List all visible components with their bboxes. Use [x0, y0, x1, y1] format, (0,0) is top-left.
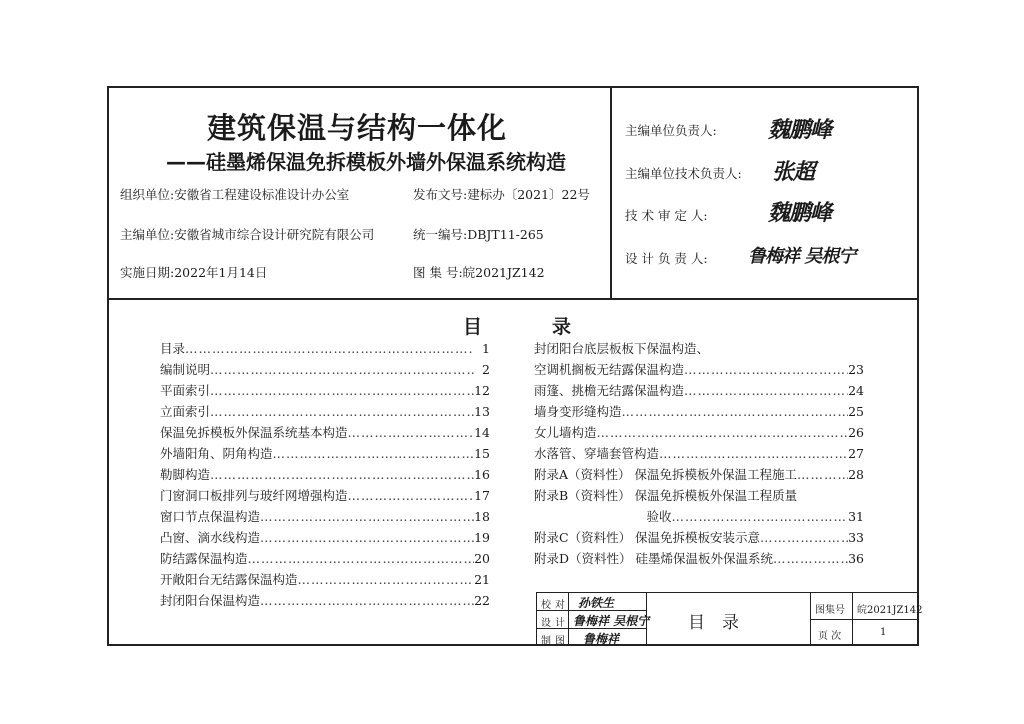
title-block-col-line — [810, 592, 811, 646]
page-value: 1 — [880, 627, 887, 638]
toc-entry-label: 外墙阳角、阴角构造 — [160, 446, 273, 461]
signature-reviewer: 魏鹏峰 — [768, 200, 832, 226]
toc-entry-page: 14 — [474, 425, 490, 440]
toc-entry-page: 33 — [848, 530, 864, 545]
toc-leader-dots — [273, 443, 474, 464]
draw-signature: 鲁梅祥 — [583, 632, 620, 646]
toc-entry-page: 36 — [848, 551, 864, 566]
toc-leader-dots — [348, 422, 474, 443]
toc-entry[interactable] — [534, 401, 864, 422]
toc-leader-dots — [298, 569, 474, 590]
document-subtitle: ——硅墨烯保温免拆模板外墙外保温系统构造 — [166, 150, 566, 174]
toc-entry-page: 22 — [474, 593, 490, 608]
toc-title: 目录 — [463, 316, 642, 338]
toc-entry-label: 附录C（资料性） 保温免拆模板安装示意 — [534, 530, 761, 545]
toc-entry-label: 水落管、穿墙套管构造 — [534, 446, 660, 461]
toc-entry-label: 封闭阳台保温构造 — [160, 593, 261, 608]
toc-entry-label: 门窗洞口板排列与玻纤网增强构造 — [160, 488, 348, 503]
toc-entry[interactable] — [160, 506, 490, 527]
toc-leader-dots — [797, 464, 848, 485]
role-label-tech-head: 主编单位技术负责人: — [625, 166, 742, 181]
toc-leader-dots — [622, 401, 848, 422]
header-divider — [107, 298, 919, 300]
toc-entry-label: 编制说明 — [160, 362, 211, 377]
toc-entry-page: 24 — [848, 383, 864, 398]
toc-entry-page: 18 — [474, 509, 490, 524]
toc-entry[interactable] — [534, 527, 864, 548]
unified-number: 统一编号:DBJT11-265 — [413, 227, 544, 242]
toc-entry-label: 窗口节点保温构造 — [160, 509, 261, 524]
toc-entry-label: 立面索引 — [160, 404, 211, 419]
toc-entry[interactable] — [534, 422, 864, 443]
toc-entry-page: 17 — [474, 488, 490, 503]
design-label: 设计 — [541, 618, 569, 629]
toc-entry-label: 女儿墙构造 — [534, 425, 597, 440]
toc-entry-label: 墙身变形缝构造 — [534, 404, 622, 419]
toc-entry-page: 26 — [848, 425, 864, 440]
toc-entry[interactable] — [160, 443, 490, 464]
toc-leader-dots — [210, 401, 474, 422]
toc-leader-dots — [210, 464, 474, 485]
toc-leader-dots — [597, 422, 848, 443]
toc-leader-dots — [248, 548, 474, 569]
toc-entry-page: 16 — [474, 467, 490, 482]
title-block-row-line — [810, 619, 919, 620]
toc-entry-page: 1 — [482, 341, 490, 356]
toc-entry[interactable] — [160, 527, 490, 548]
toc-entry-label: 平面索引 — [160, 383, 211, 398]
toc-leader-dots — [348, 485, 474, 506]
toc-entry[interactable] — [160, 590, 490, 611]
check-label: 校对 — [541, 600, 569, 611]
toc-entry[interactable] — [160, 548, 490, 569]
toc-leader-dots — [684, 380, 848, 401]
signature-chief-unit: 魏鹏峰 — [768, 117, 832, 143]
toc-right-column — [534, 338, 864, 569]
toc-entry-label: 凸窗、滴水线构造 — [160, 530, 261, 545]
toc-entry-label: 验收 — [534, 509, 672, 524]
toc-entry[interactable] — [534, 380, 864, 401]
toc-entry-label: 封闭阳台底层板板下保温构造、 — [534, 341, 710, 356]
effective-date: 实施日期:2022年1月14日 — [120, 265, 268, 280]
toc-entry-label: 保温免拆模板外保温系统基本构造 — [160, 425, 348, 440]
toc-entry[interactable] — [534, 464, 864, 485]
toc-entry[interactable] — [160, 401, 490, 422]
org-unit: 组织单位:安徽省工程建设标准设计办公室 — [120, 187, 350, 202]
toc-entry[interactable] — [534, 443, 864, 464]
toc-entry[interactable] — [534, 359, 864, 380]
editor-unit: 主编单位:安徽省城市综合设计研究院有限公司 — [120, 227, 375, 242]
toc-entry-label: 勒脚构造 — [160, 467, 211, 482]
toc-entry[interactable] — [534, 485, 864, 506]
atlas-label: 图集号 — [815, 605, 845, 616]
toc-entry-page: 19 — [474, 530, 490, 545]
doc-number: 发布文号:建标办〔2021〕22号 — [413, 187, 590, 202]
toc-entry-page: 12 — [474, 383, 490, 398]
atlas-value: 皖2021JZ142 — [857, 605, 923, 616]
toc-entry[interactable] — [534, 506, 864, 527]
toc-entry-label: 附录A（资料性） 保温免拆模板外保温工程施工 — [534, 467, 798, 482]
toc-entry-page: 21 — [474, 572, 490, 587]
toc-left-column — [160, 338, 490, 611]
toc-entry[interactable] — [160, 380, 490, 401]
toc-entry[interactable] — [160, 422, 490, 443]
signature-tech-head: 张超 — [772, 159, 815, 185]
role-label-chief-unit: 主编单位负责人: — [625, 123, 717, 138]
page-label: 页 次 — [818, 631, 842, 642]
toc-leader-dots — [672, 506, 848, 527]
toc-entry[interactable] — [160, 569, 490, 590]
toc-leader-dots — [260, 527, 474, 548]
design-signature: 鲁梅祥 吴根宁 — [573, 614, 650, 628]
toc-entry-label: 附录B（资料性） 保温免拆模板外保温工程质量 — [534, 488, 798, 503]
toc-entry-label: 附录D（资料性） 硅墨烯保温板外保温系统 — [534, 551, 773, 566]
check-signature: 孙铁生 — [578, 596, 615, 610]
drawing-name: 目 录 — [688, 613, 739, 633]
toc-entry[interactable] — [534, 548, 864, 569]
toc-leader-dots — [260, 590, 474, 611]
toc-leader-dots — [260, 506, 474, 527]
toc-entry-label: 防结露保温构造 — [160, 551, 248, 566]
toc-entry-page: 13 — [474, 404, 490, 419]
title-block-col-line — [852, 592, 853, 646]
toc-leader-dots — [659, 443, 848, 464]
toc-leader-dots — [684, 359, 848, 380]
toc-entry-page: 23 — [848, 362, 864, 377]
role-label-design-lead: 设 计 负 责 人: — [625, 251, 708, 266]
toc-leader-dots — [210, 380, 474, 401]
toc-entry[interactable] — [534, 338, 864, 359]
header-vertical-divider — [610, 86, 612, 299]
toc-entry-page: 27 — [848, 446, 864, 461]
toc-entry-page: 15 — [474, 446, 490, 461]
toc-entry-page: 31 — [848, 509, 864, 524]
toc-leader-dots — [185, 338, 474, 359]
atlas-number: 图 集 号:皖2021JZ142 — [413, 265, 545, 280]
toc-entry-page: 25 — [848, 404, 864, 419]
toc-entry[interactable] — [160, 485, 490, 506]
toc-entry-label: 开敞阳台无结露保温构造 — [160, 572, 298, 587]
toc-leader-dots — [210, 359, 474, 380]
toc-entry-page: 28 — [848, 467, 864, 482]
toc-leader-dots — [760, 527, 848, 548]
toc-leader-dots — [773, 548, 848, 569]
toc-entry-label: 雨篷、挑檐无结露保温构造 — [534, 383, 685, 398]
draw-label: 制图 — [541, 636, 569, 647]
signature-design-lead: 鲁梅祥 吴根宁 — [748, 246, 856, 267]
toc-entry-label: 目录 — [160, 341, 186, 356]
toc-entry-page: 20 — [474, 551, 490, 566]
toc-entry[interactable] — [160, 338, 490, 359]
toc-entry-page: 2 — [482, 362, 490, 377]
document-title: 建筑保温与结构一体化 — [207, 111, 508, 145]
toc-entry-label: 空调机搁板无结露保温构造 — [534, 362, 685, 377]
toc-entry[interactable] — [160, 359, 490, 380]
toc-entry[interactable] — [160, 464, 490, 485]
role-label-reviewer: 技 术 审 定 人: — [625, 208, 708, 223]
